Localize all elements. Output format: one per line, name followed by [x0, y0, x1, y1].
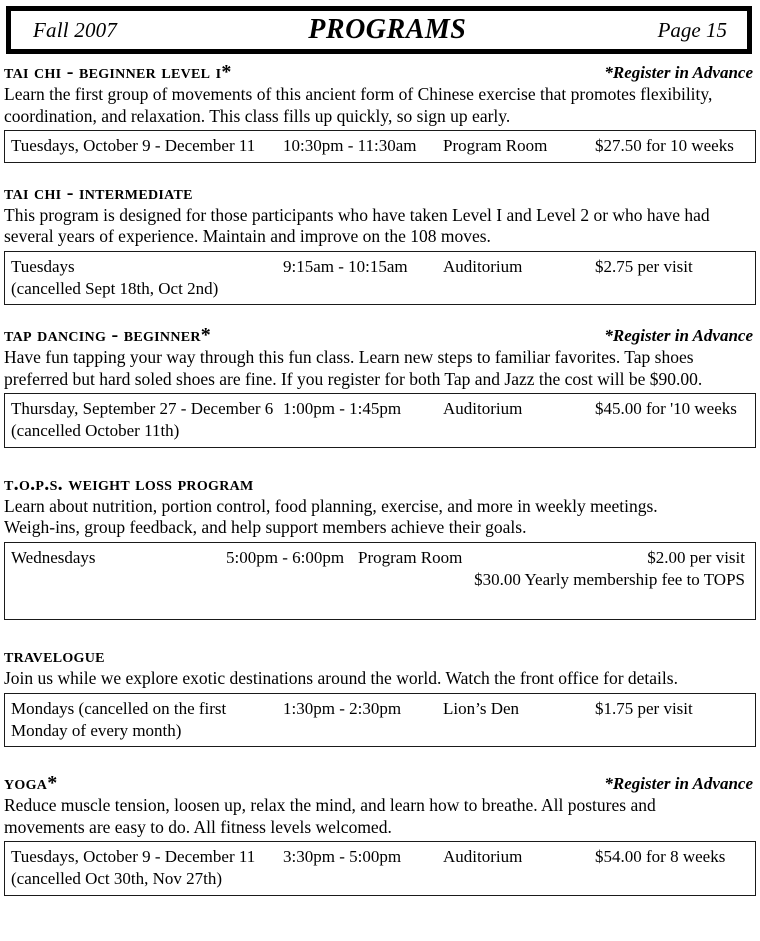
program-title: yoga*: [4, 772, 58, 795]
program-title: tai chi - intermediate: [4, 181, 193, 204]
description-line: This program is designed for those participants who have taken Level I and Level 2 or who have had: [4, 204, 710, 225]
schedule-time: 1:00pm - 1:45pm: [283, 399, 402, 419]
description-line: Reduce muscle tension, loosen up, relax the mind, and learn how to breathe. All postures and: [4, 795, 656, 816]
page-number: Page 15: [657, 17, 727, 42]
schedule-price: $1.75 per visit: [595, 698, 693, 718]
schedule-cancellation-note: (cancelled October 11th): [11, 421, 180, 441]
program-heading-row: [4, 183, 756, 203]
register-in-advance-note: *Register in Advance: [604, 63, 753, 82]
program-heading-row: [4, 646, 756, 666]
schedule-days: Wednesdays: [11, 547, 96, 567]
schedule-days: Tuesdays, October 9 - December 11: [11, 847, 256, 867]
page-header-banner: [6, 6, 752, 54]
schedule-days: Mondays (cancelled on the first: [11, 698, 227, 718]
schedule-box: [4, 130, 756, 163]
section-spacer: [0, 163, 760, 183]
description-line: Have fun tapping your way through this fun class. Learn new steps to familiar favorites. Tap shoes: [4, 347, 694, 368]
program-title: tai chi - beginner level i*: [4, 61, 232, 83]
season-label: Fall 2007: [33, 17, 118, 42]
schedule-location: Auditorium: [443, 399, 523, 419]
schedule-days: Thursday, September 27 - December 6: [11, 399, 274, 419]
program-entry: [0, 474, 760, 621]
schedule-row: [11, 547, 749, 569]
program-heading-row: [4, 773, 756, 793]
program-entry: [0, 183, 760, 306]
schedule-cancellation-note: (cancelled Sept 18th, Oct 2nd): [11, 278, 219, 298]
schedule-price: $27.50 for 10 weeks: [595, 136, 734, 156]
schedule-location: Auditorium: [443, 847, 523, 867]
page-title: PROGRAMS: [308, 14, 467, 45]
schedule-days: Tuesdays: [11, 256, 75, 276]
schedule-box: [4, 841, 756, 896]
schedule-box: [4, 251, 756, 306]
schedule-time: 1:30pm - 2:30pm: [283, 698, 402, 718]
schedule-location: Lion’s Den: [443, 698, 520, 718]
schedule-price: $54.00 for 8 weeks: [595, 847, 726, 867]
program-entry: [0, 773, 760, 896]
program-heading-row: [4, 474, 756, 494]
program-entry: [0, 325, 760, 448]
schedule-days: Tuesdays, October 9 - December 11: [11, 136, 256, 156]
description-line: Weigh-ins, group feedback, and help support members achieve their goals.: [4, 517, 527, 538]
schedule-price: $2.75 per visit: [595, 256, 693, 276]
program-description: [4, 205, 756, 248]
schedule-box: [4, 693, 756, 748]
schedule-price: $45.00 for '10 weeks: [595, 399, 737, 419]
program-title: t.o.p.s. weight loss program: [4, 472, 254, 495]
schedule-cancellation-note: (cancelled Oct 30th, Nov 27th): [11, 869, 223, 889]
section-spacer: [0, 448, 760, 474]
schedule-row: [11, 698, 749, 720]
program-description: [4, 84, 756, 127]
program-description: [4, 668, 756, 690]
schedule-row: [11, 256, 749, 278]
program-heading-row: [4, 62, 756, 82]
register-in-advance-note: *Register in Advance: [604, 774, 753, 794]
section-spacer: [0, 620, 760, 646]
description-line: several years of experience. Maintain and improve on the 108 moves.: [4, 226, 491, 247]
schedule-box: [4, 393, 756, 448]
schedule-time: 5:00pm - 6:00pm: [226, 547, 345, 567]
schedule-row: [11, 846, 749, 868]
program-description: [4, 347, 756, 390]
schedule-box: [4, 542, 756, 621]
schedule-membership-fee: $30.00 Yearly membership fee to TOPS: [474, 569, 745, 589]
schedule-box-padding: [11, 590, 749, 614]
program-description: [4, 795, 756, 838]
schedule-location: Auditorium: [443, 256, 523, 276]
program-title: tap dancing - beginner*: [4, 324, 212, 347]
program-entry: [0, 646, 760, 747]
register-in-advance-note: *Register in Advance: [604, 326, 753, 346]
description-line: Learn the first group of movements of this ancient form of Chinese exercise that promotes flexibility,: [4, 84, 713, 104]
schedule-price: $2.00 per visit: [647, 547, 745, 567]
program-title: travelogue: [4, 645, 105, 668]
description-line: preferred but hard soled shoes are fine. If you register for both Tap and Jazz the cost will be $90.00.: [4, 368, 703, 389]
program-heading-row: [4, 325, 756, 345]
schedule-cancellation-note: Monday of every month): [11, 720, 182, 740]
description-line: movements are easy to do. All fitness levels welcomed.: [4, 816, 392, 837]
schedule-location: Program Room: [358, 547, 463, 567]
section-spacer: [0, 305, 760, 325]
section-spacer: [0, 747, 760, 773]
description-line: Learn about nutrition, portion control, food planning, exercise, and more in weekly meetings.: [4, 495, 658, 516]
program-entry: [0, 62, 760, 163]
schedule-row: [11, 135, 749, 157]
schedule-location: Program Room: [443, 136, 548, 156]
schedule-time: 9:15am - 10:15am: [283, 256, 408, 276]
schedule-row: [11, 398, 749, 420]
program-description: [4, 496, 756, 539]
schedule-time: 10:30pm - 11:30am: [283, 136, 417, 156]
description-line: coordination, and relaxation. This class fills up quickly, so sign up early.: [4, 105, 511, 126]
schedule-time: 3:30pm - 5:00pm: [283, 847, 402, 867]
description-line: Join us while we explore exotic destinations around the world. Watch the front office for details.: [4, 668, 678, 689]
program-list: [0, 62, 760, 896]
